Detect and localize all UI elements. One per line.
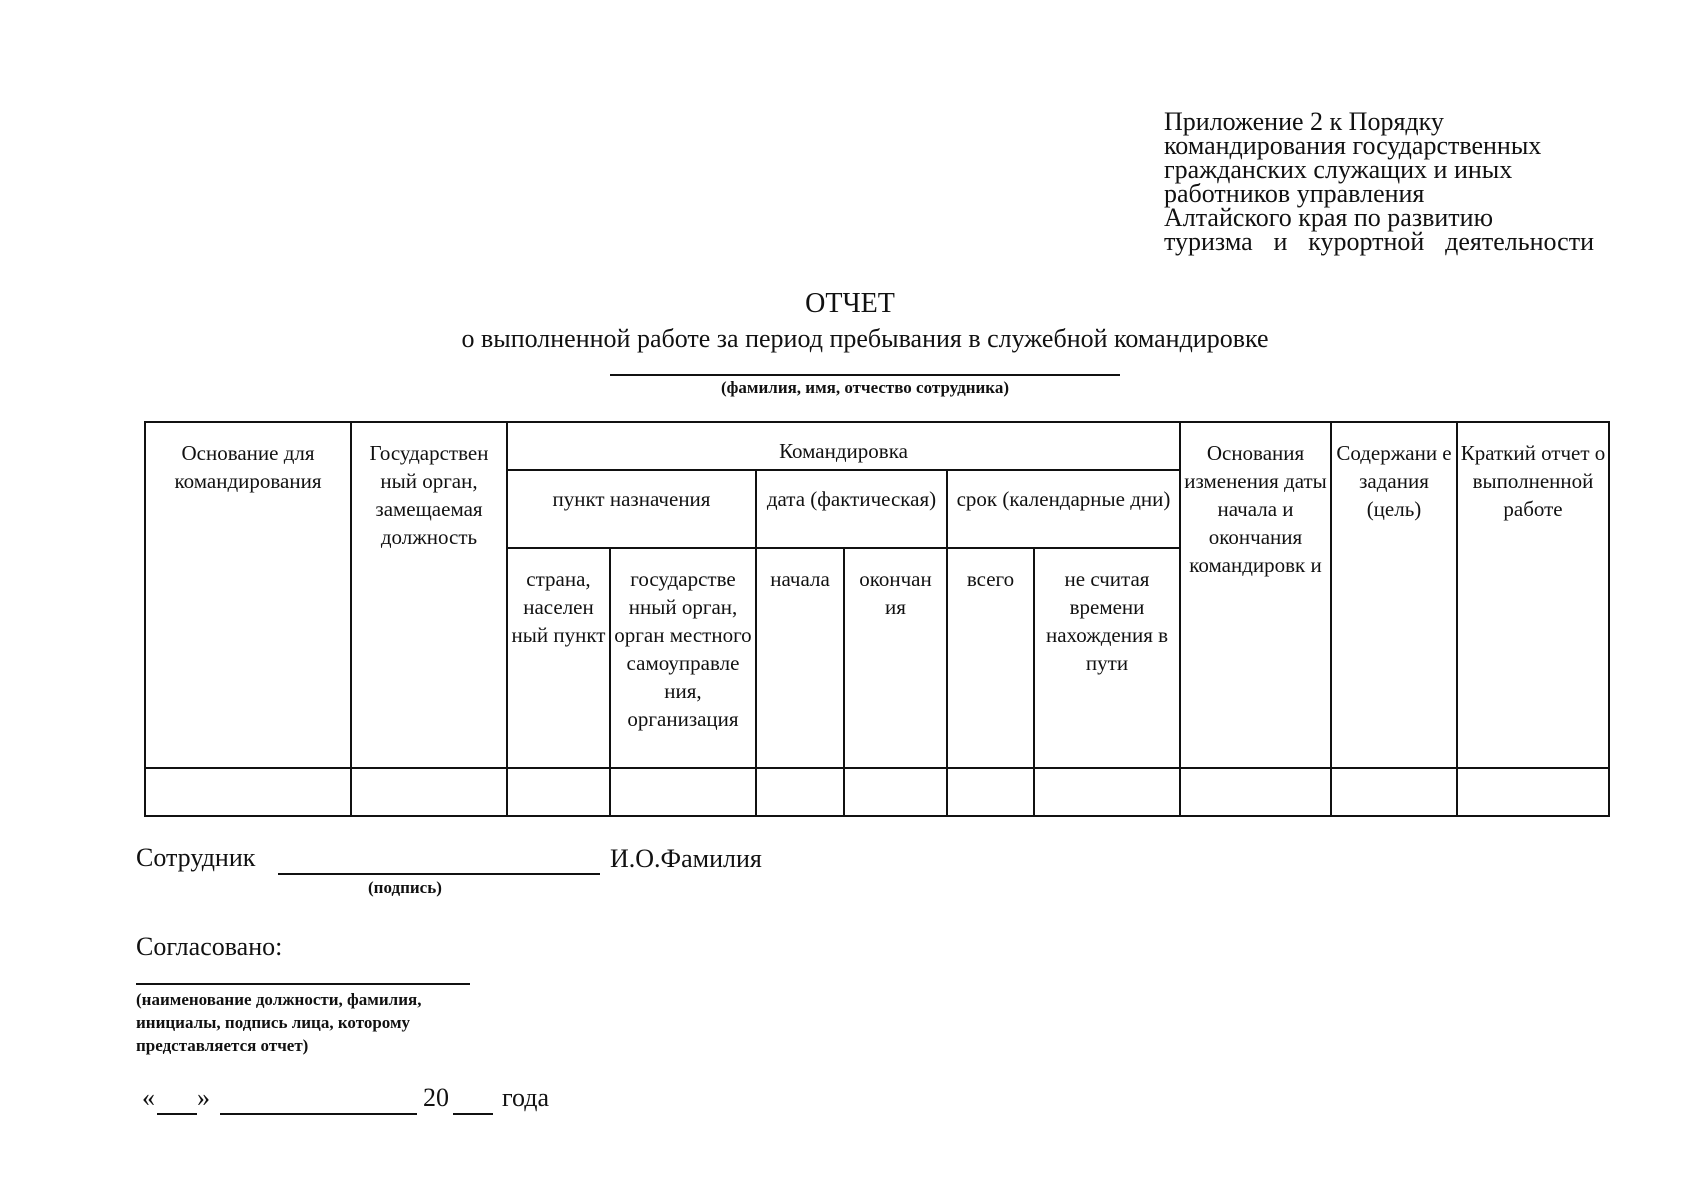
appendix-line: гражданских служащих и иных — [1164, 155, 1513, 184]
year-prefix: 20 — [423, 1083, 449, 1112]
employee-name: И.О.Фамилия — [610, 844, 762, 873]
approver-caption-line: представляется отчет) — [136, 1036, 309, 1055]
header-destination: пункт назначения — [507, 470, 756, 548]
approved-label: Согласовано: — [136, 932, 283, 961]
report-table — [144, 421, 1610, 817]
header-agency: Государствен ный орган, замещаемая должность — [351, 422, 507, 768]
table-cell — [844, 768, 947, 816]
table-cell — [351, 768, 507, 816]
header-end: окончан ия — [844, 548, 947, 768]
appendix-line: туризма и курортной деятельности — [1164, 227, 1594, 256]
header-row — [145, 422, 1609, 470]
header-organization: государстве нный орган, орган местного самоуправле ния, организация — [610, 548, 756, 768]
day-line — [157, 1113, 197, 1115]
approver-caption — [136, 988, 421, 1057]
date-close-quote: » — [197, 1083, 210, 1112]
table-cell — [1457, 768, 1609, 816]
year-line — [453, 1113, 493, 1115]
header-basis: Основание для командирования — [145, 422, 351, 768]
signature-caption: (подпись) — [368, 878, 442, 897]
table-row — [145, 768, 1609, 816]
header-excl-travel: не считая времени нахождения в пути — [1034, 548, 1180, 768]
table-cell — [756, 768, 844, 816]
document-subtitle: о выполненной работе за период пребывания в служебной командировке — [461, 324, 1269, 353]
appendix-line: командирования государственных — [1164, 131, 1542, 160]
header-report: Краткий отчет о выполненной работе — [1457, 422, 1609, 768]
date-open-quote: « — [142, 1083, 155, 1112]
appendix-note — [1164, 107, 1594, 256]
employee-name-line — [610, 374, 1120, 376]
table-cell — [507, 768, 610, 816]
approver-line — [136, 983, 470, 985]
header-total: всего — [947, 548, 1034, 768]
table-cell — [610, 768, 756, 816]
header-trip: Командировка — [507, 422, 1180, 470]
header-change-reasons: Основания изменения даты начала и окончания командировк и — [1180, 422, 1331, 768]
document-title: ОТЧЕТ — [805, 288, 895, 319]
approver-caption-line: инициалы, подпись лица, которому — [136, 1013, 411, 1032]
header-country: страна, населен ный пункт — [507, 548, 610, 768]
appendix-line: Приложение 2 к Порядку — [1164, 107, 1444, 136]
table-cell — [145, 768, 351, 816]
approver-caption-line: (наименование должности, фамилия, — [136, 990, 422, 1009]
month-line — [220, 1113, 417, 1115]
header-task: Содержани е задания (цель) — [1331, 422, 1457, 768]
header-term: срок (календарные дни) — [947, 470, 1180, 548]
table-cell — [1331, 768, 1457, 816]
appendix-line: Алтайского края по развитию — [1164, 203, 1493, 232]
header-date: дата (фактическая) — [756, 470, 947, 548]
employee-name-caption: (фамилия, имя, отчество сотрудника) — [720, 378, 1009, 397]
employee-label: Сотрудник — [136, 843, 256, 872]
table-cell — [1180, 768, 1331, 816]
header-start: начала — [756, 548, 844, 768]
year-suffix: года — [502, 1083, 550, 1112]
table-cell — [1034, 768, 1180, 816]
appendix-line: работников управления — [1164, 179, 1425, 208]
table-cell — [947, 768, 1034, 816]
signature-line — [278, 873, 600, 875]
